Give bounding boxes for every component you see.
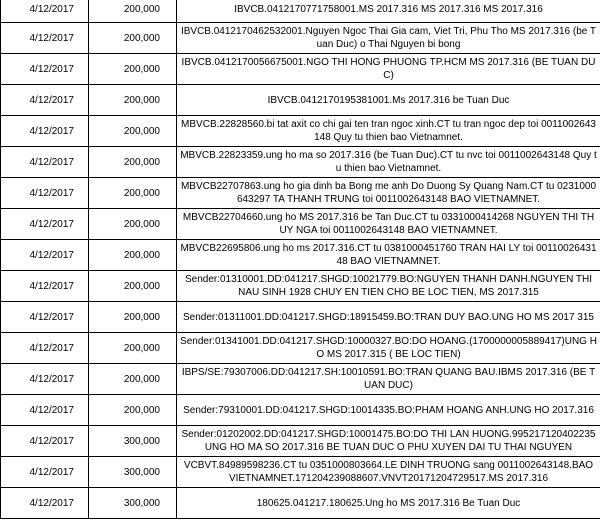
date-cell[interactable]: 4/12/2017 (1, 240, 89, 271)
description-cell[interactable]: Sender:01341001.DD:041217.SHGD:10000327.BO:DO HOANG.(1700000005889417)UNG HO MS 2017.315 ( BE LOC TIEN) (177, 333, 600, 364)
date-cell[interactable]: 4/12/2017 (1, 147, 89, 178)
description-cell[interactable]: Sender:01311001.DD:041217.SHGD:18915459.BO:TRAN DUY BAO.UNG HO MS 2017 315 (177, 302, 600, 333)
description-cell[interactable]: Sender:01310001.DD:041217.SHGD:10021779.BO:NGUYEN THANH DANH.NGUYEN THI NAU SINH 1928 CHUY EN TIEN CHO BE LOC TIEN, MS 2017.315 (177, 271, 600, 302)
table-row (1, 85, 600, 116)
date-cell[interactable]: 4/12/2017 (1, 271, 89, 302)
amount-cell[interactable]: 300,000 (89, 457, 177, 488)
date-cell[interactable]: 4/12/2017 (1, 23, 89, 54)
table-row (1, 178, 600, 209)
amount-cell[interactable]: 200,000 (89, 0, 177, 23)
description-cell[interactable]: IBVCB.0412170771758001.MS 2017.316 MS 2017.316 MS 2017.316 (177, 0, 600, 23)
date-cell[interactable]: 4/12/2017 (1, 333, 89, 364)
amount-cell[interactable]: 200,000 (89, 302, 177, 333)
date-cell[interactable]: 4/12/2017 (1, 395, 89, 426)
description-cell[interactable]: VCBVT.84989598236.CT tu 0351000803664.LE DINH TRUONG sang 0011002643148.BAO VIETNAMNET.171204239088607.VNVT20171204729517.MS 2017.316 (177, 457, 600, 488)
amount-cell[interactable]: 200,000 (89, 178, 177, 209)
table-row (1, 302, 600, 333)
table-row (1, 271, 600, 302)
amount-cell[interactable]: 200,000 (89, 395, 177, 426)
donation-table-body (1, 0, 600, 519)
description-cell[interactable]: IBVCB.0412170195381001.Ms 2017.316 be Tuan Duc (177, 85, 600, 116)
date-cell[interactable]: 4/12/2017 (1, 54, 89, 85)
table-row (1, 54, 600, 85)
amount-cell[interactable]: 200,000 (89, 364, 177, 395)
amount-cell[interactable]: 200,000 (89, 116, 177, 147)
date-cell[interactable]: 4/12/2017 (1, 457, 89, 488)
amount-cell[interactable]: 200,000 (89, 147, 177, 178)
date-cell[interactable]: 4/12/2017 (1, 488, 89, 519)
description-cell[interactable]: 180625.041217.180625.Ung ho MS 2017.316 Be Tuan Duc (177, 488, 600, 519)
table-row (1, 240, 600, 271)
table-row (1, 457, 600, 488)
date-cell[interactable]: 4/12/2017 (1, 116, 89, 147)
table-row (1, 426, 600, 457)
date-cell[interactable]: 4/12/2017 (1, 178, 89, 209)
description-cell[interactable]: IBPS/SE:79307006.DD:041217.SH:10010591.BO:TRAN QUANG BAU.IBMS 2017.316 (BE TUAN DUC) (177, 364, 600, 395)
table-row (1, 364, 600, 395)
amount-cell[interactable]: 200,000 (89, 23, 177, 54)
amount-cell[interactable]: 200,000 (89, 54, 177, 85)
description-cell[interactable]: MBVCB22695806.ung ho ms 2017.316.CT tu 0381000451760 TRAN HAI LY toi 0011002643148 BAO VIETNAMNET. (177, 240, 600, 271)
date-cell[interactable]: 4/12/2017 (1, 426, 89, 457)
description-cell[interactable]: MBVCB.22828560.bi tat axit co chi gai ten tran ngoc xinh.CT tu tran ngoc dep toi 0011002643148 Quy tu thien bao Vietnamnet. (177, 116, 600, 147)
description-cell[interactable]: IBVCB.0412170462532001.Nguyen Ngoc Thai Gia cam, Viet Tri, Phu Tho MS 2017.316 (be Tuan Duc) o Thai Nguyen bi bong (177, 23, 600, 54)
date-cell[interactable]: 4/12/2017 (1, 364, 89, 395)
amount-cell[interactable]: 300,000 (89, 488, 177, 519)
table-row (1, 23, 600, 54)
date-cell[interactable]: 4/12/2017 (1, 85, 89, 116)
table-row (1, 116, 600, 147)
table-row (1, 0, 600, 23)
table-row (1, 209, 600, 240)
table-row (1, 488, 600, 519)
amount-cell[interactable]: 200,000 (89, 333, 177, 364)
description-cell[interactable]: Sender:01202002.DD:041217.SHGD:10001475.BO:DO THI LAN HUONG.995217120402235 UNG HO MA SO 2017.316 BE TUAN DUC O PHU XUYEN DAI TU THAI NGUYEN (177, 426, 600, 457)
date-cell[interactable]: 4/12/2017 (1, 0, 89, 23)
amount-cell[interactable]: 200,000 (89, 209, 177, 240)
amount-cell[interactable]: 200,000 (89, 240, 177, 271)
amount-cell[interactable]: 200,000 (89, 85, 177, 116)
amount-cell[interactable]: 300,000 (89, 426, 177, 457)
description-cell[interactable]: Sender:79310001.DD:041217.SHGD:10014335.BO:PHAM HOANG ANH.UNG HO 2017.316 (177, 395, 600, 426)
date-cell[interactable]: 4/12/2017 (1, 302, 89, 333)
description-cell[interactable]: MBVCB.22823359.ung ho ma so 2017.316 (be Tuan Duc).CT tu nvc toi 0011002643148 Quy tu thien bao Vietnamnet. (177, 147, 600, 178)
description-cell[interactable]: MBVCB22707863.ung ho gia dinh ba Bong me anh Do Duong Sy Quang Nam.CT tu 0231000643297 TA THANH TRUNG toi 0011002643148 BAO VIETNAMNET. (177, 178, 600, 209)
table-row (1, 333, 600, 364)
table-row (1, 395, 600, 426)
description-cell[interactable]: IBVCB.0412170056675001.NGO THI HONG PHUONG TP.HCM MS 2017.316 (BE TUAN DUC) (177, 54, 600, 85)
table-row (1, 147, 600, 178)
amount-cell[interactable]: 200,000 (89, 271, 177, 302)
date-cell[interactable]: 4/12/2017 (1, 209, 89, 240)
description-cell[interactable]: MBVCB22704660.ung ho MS 2017.316 be Tan Duc.CT tu 0331000414268 NGUYEN THI THUY NGA toi 0011002643148 BAO VIETNAMNET. (177, 209, 600, 240)
